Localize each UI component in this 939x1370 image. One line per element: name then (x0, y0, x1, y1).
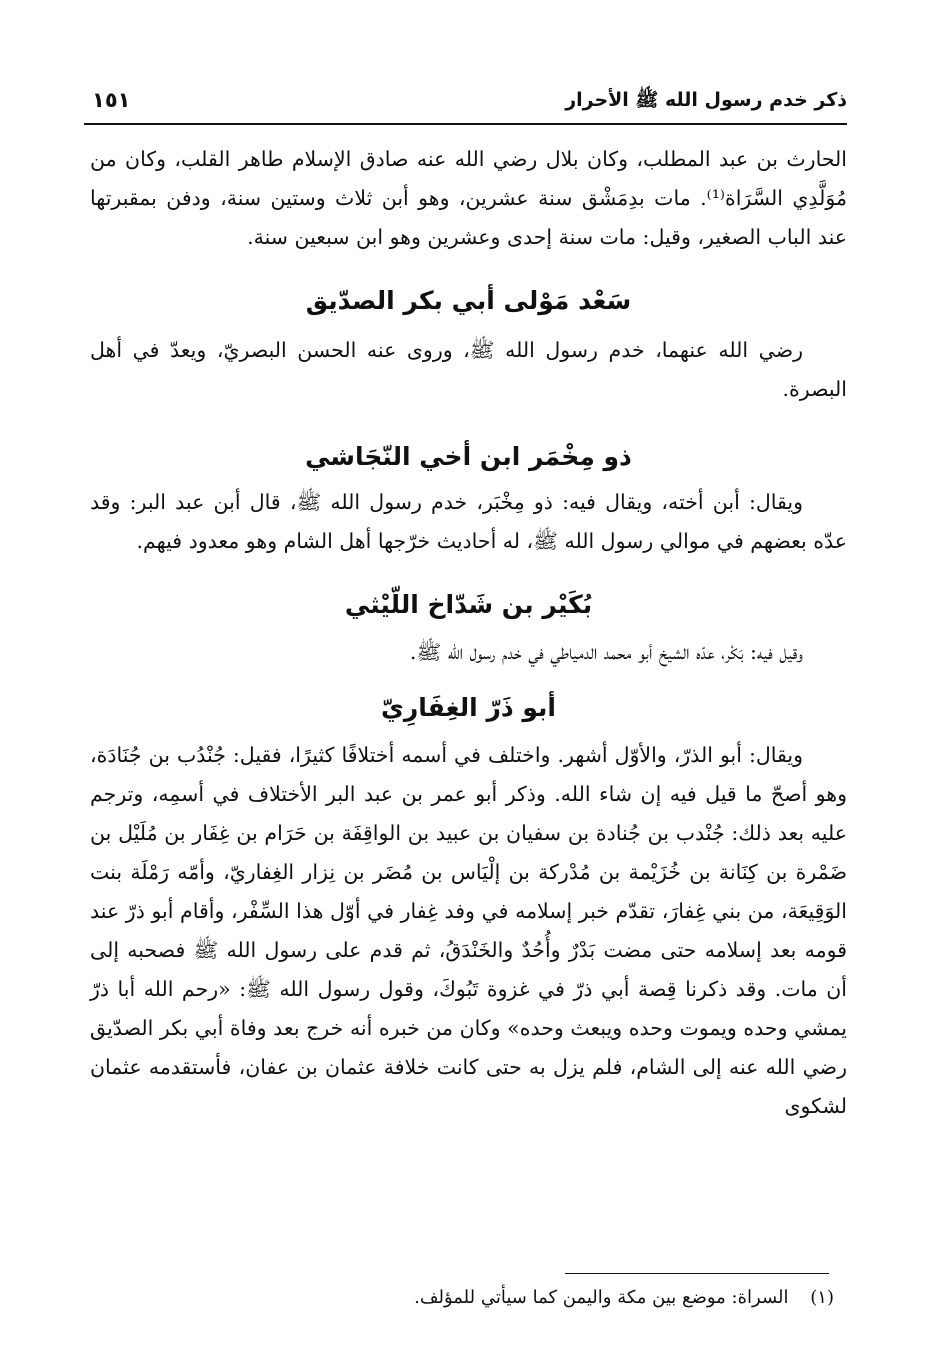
footnote-text: السراة: موضع بين مكة واليمن كما سيأتي للمؤلف. (414, 1287, 789, 1308)
heading-bukayr: بُكَيْر بن شَدّاخ اللّيْثي (344, 590, 593, 619)
footnote (414, 1284, 834, 1312)
footnote-rule (565, 1273, 829, 1274)
paragraph-sad: رضي الله عنهما، خدم رسول الله ﷺ، وروى عنه الحسن البصريّ، ويعدّ في أهل البصرة. (90, 338, 847, 401)
page-number: ١٥١ (92, 88, 131, 112)
heading-sad: سَعْد مَوْلى أبي بكر الصدّيق (305, 286, 632, 315)
heading-dhu-mikhmar: ذو مِخْمَر ابن أخي النّجَاشي (305, 442, 632, 471)
paragraph-abu-dharr: ويقال: أبو الذرّ، والأوّل أشهر. واختلف في أسمه أختلافًا كثيرًا، فقيل: جُنْدُب بن جُنَادَة، وهو أصحّ ما قيل فيه إن شاء الله. وذكر أبو عمر بن عبد البر الأختلاف في أسمِه، وترجم عليه بعد ذلك: جُنْدب بن جُنادة بن سفيان بن عبيد بن الواقِفَة بن حَرَام بن غِفَار بن مُلَيْل بن ضَمْرة بن كِنَانة بن خُزَيْمة بن مُدْركة بن إلْيَاس بن مُضَر بن نِزار الغِفاريّ، وأمّه رَمْلَة بنت الوَقِيعَة، من بني غِفارَ، تقدّم خبر إسلامه في وفد غِفار في أوّل هذا السِّفْر، وأقام أبو ذرّ عند قومه بعد إسلامه حتى مضت بَدْرٌ وأُحُدٌ والخَنْدَقُ، ثم قدم على رسول الله ﷺ فصحبه إلى أن مات. وقد ذكرنا قِصة أبي ذرّ في غزوة تَبُوكَ، وقول رسول الله ﷺ: «رحم الله أبا ذرّ يمشي وحده ويموت وحده ويبعث وحده» وكان من خبره أنه خرج بعد وفاة أبي بكر الصدّيق رضي الله عنه إلى الشام، فلم يزل به حتى كانت خلافة عثمان بن عفان، فأستقدمه عثمان لشكوى (90, 743, 847, 1118)
main-text (90, 140, 847, 1126)
paragraph-bilal: الحارث بن عبد المطلب، وكان بلال رضي الله عنه صادق الإسلام طاهر القلب، وكان من مُوَلَّدِي السَّرَاة⁽¹⁾. مات بدِمَشْق سنة عشرين، وهو أبن ثلاث وستين سنة، ودفن بمقبرتها عند الباب الصغير، وقيل: مات سنة إحدى وعشرين وهو ابن سبعين سنة. (90, 147, 847, 249)
heading-abu-dharr: أبو ذَرّ الغِفَارِيّ (380, 693, 556, 722)
running-title: ذكر خدم رسول الله ﷺ الأحرار (565, 89, 847, 111)
header-rule (84, 123, 847, 125)
paragraph-bukayr: وقيل فيه: بَكْر، عدّه الشيخ أبو محمد الدمياطي في خدم رسول الله ﷺ. (409, 640, 803, 664)
footnote-marker: (١) (810, 1287, 834, 1308)
paragraph-dhu-mikhmar: ويقال: أبن أخته، ويقال فيه: ذو مِخْبَر، خدم رسول الله ﷺ، قال أبن عبد البر: وقد عدّه بعضهم في موالي رسول الله ﷺ، له أحاديث خرّجها أهل الشام وهو معدود فيهم. (90, 490, 847, 553)
running-header (92, 88, 847, 120)
